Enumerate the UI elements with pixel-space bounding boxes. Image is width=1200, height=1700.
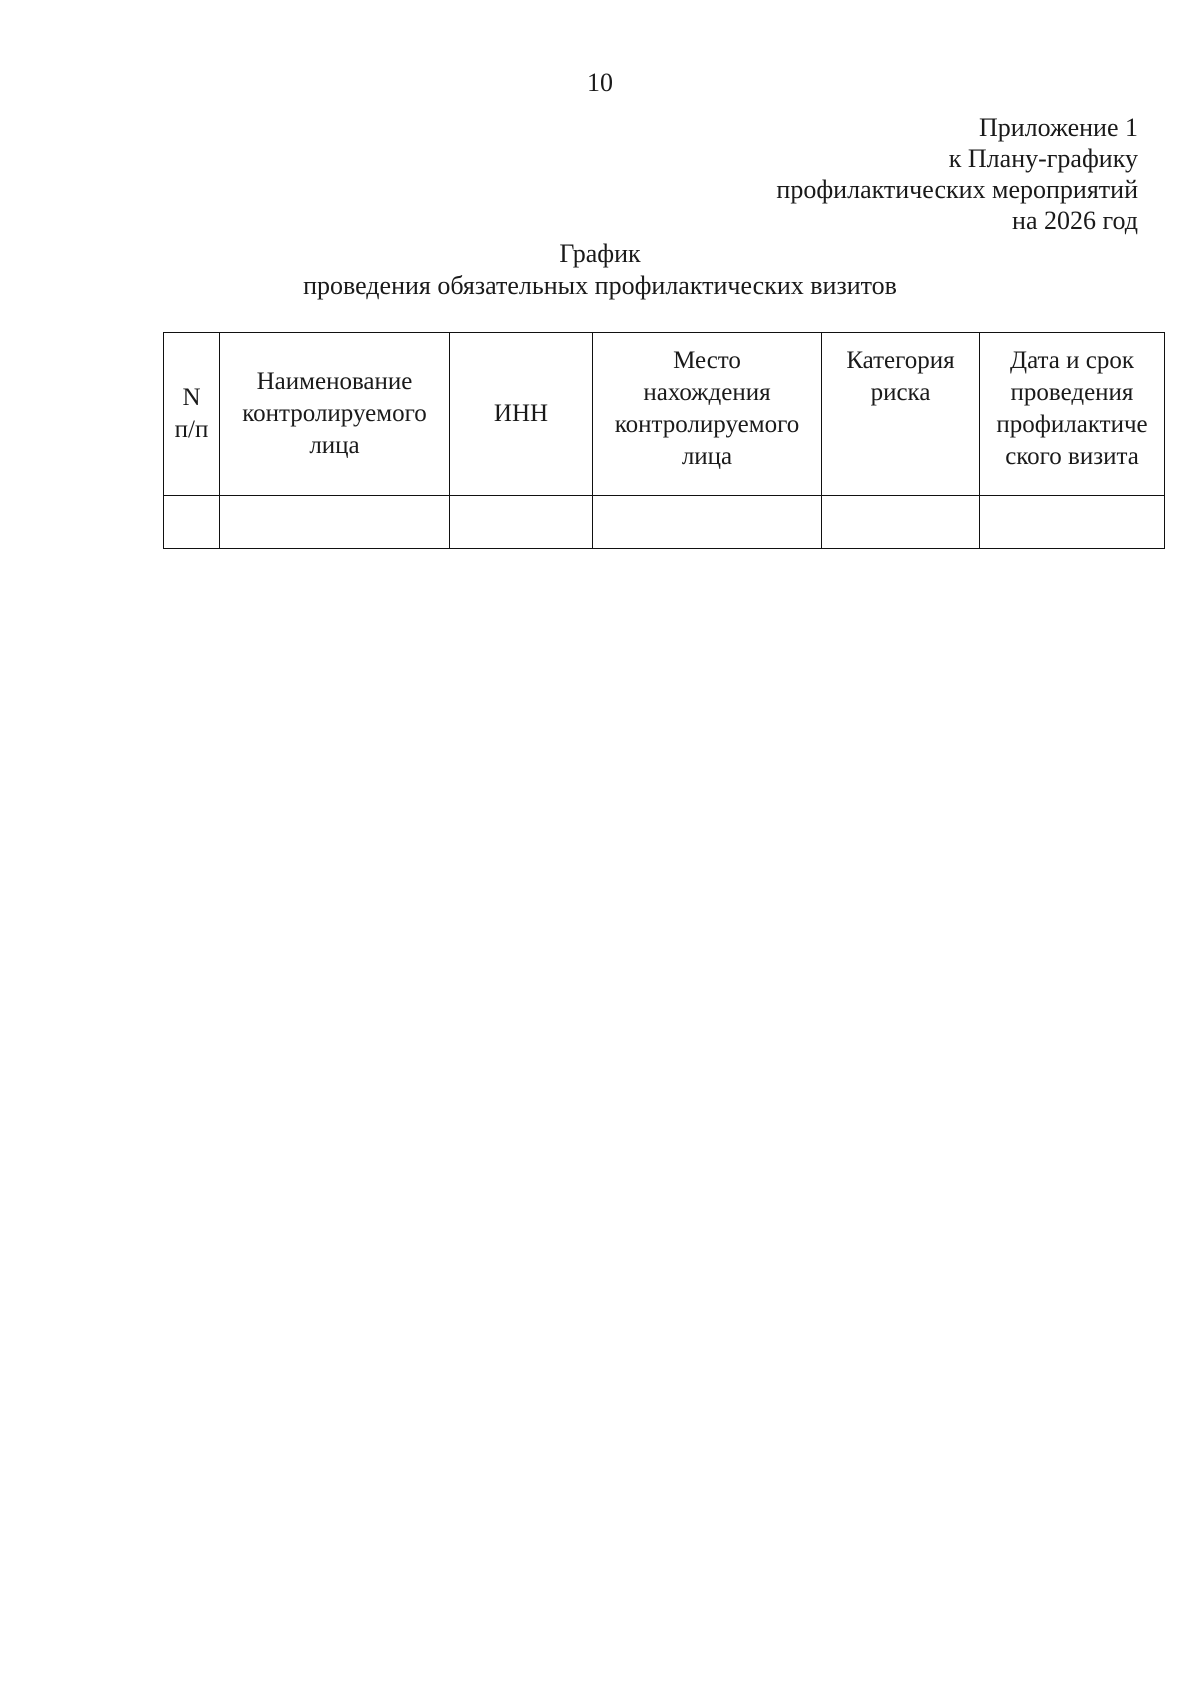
title-subheading: проведения обязательных профилактических визитов [303,271,897,300]
page-number: 10 [587,68,613,97]
table-cell [822,496,980,549]
appendix-line: профилактических мероприятий [776,175,1138,204]
document-title [0,238,1200,302]
header-location: Место нахождения контролируемого лица [593,333,822,496]
table-cell [980,496,1165,549]
header-inn: ИНН [450,333,593,496]
table-row [164,496,1165,549]
appendix-line: к Плану-графику [948,144,1138,173]
header-visit-date: Дата и срок проведения профилактиче ского визита [980,333,1165,496]
appendix-line: Приложение 1 [978,113,1138,142]
schedule-table [163,332,1165,549]
table-header-row [164,333,1165,496]
table-cell [164,496,220,549]
header-number: N п/п [164,333,220,496]
table-cell [220,496,450,549]
appendix-line: на 2026 год [1012,206,1138,235]
header-entity-name: Наименование контролируемого лица [220,333,450,496]
appendix-header [776,112,1138,236]
header-risk-category: Категория риска [822,333,980,496]
table-cell [593,496,822,549]
title-heading: График [559,239,641,268]
table-cell [450,496,593,549]
